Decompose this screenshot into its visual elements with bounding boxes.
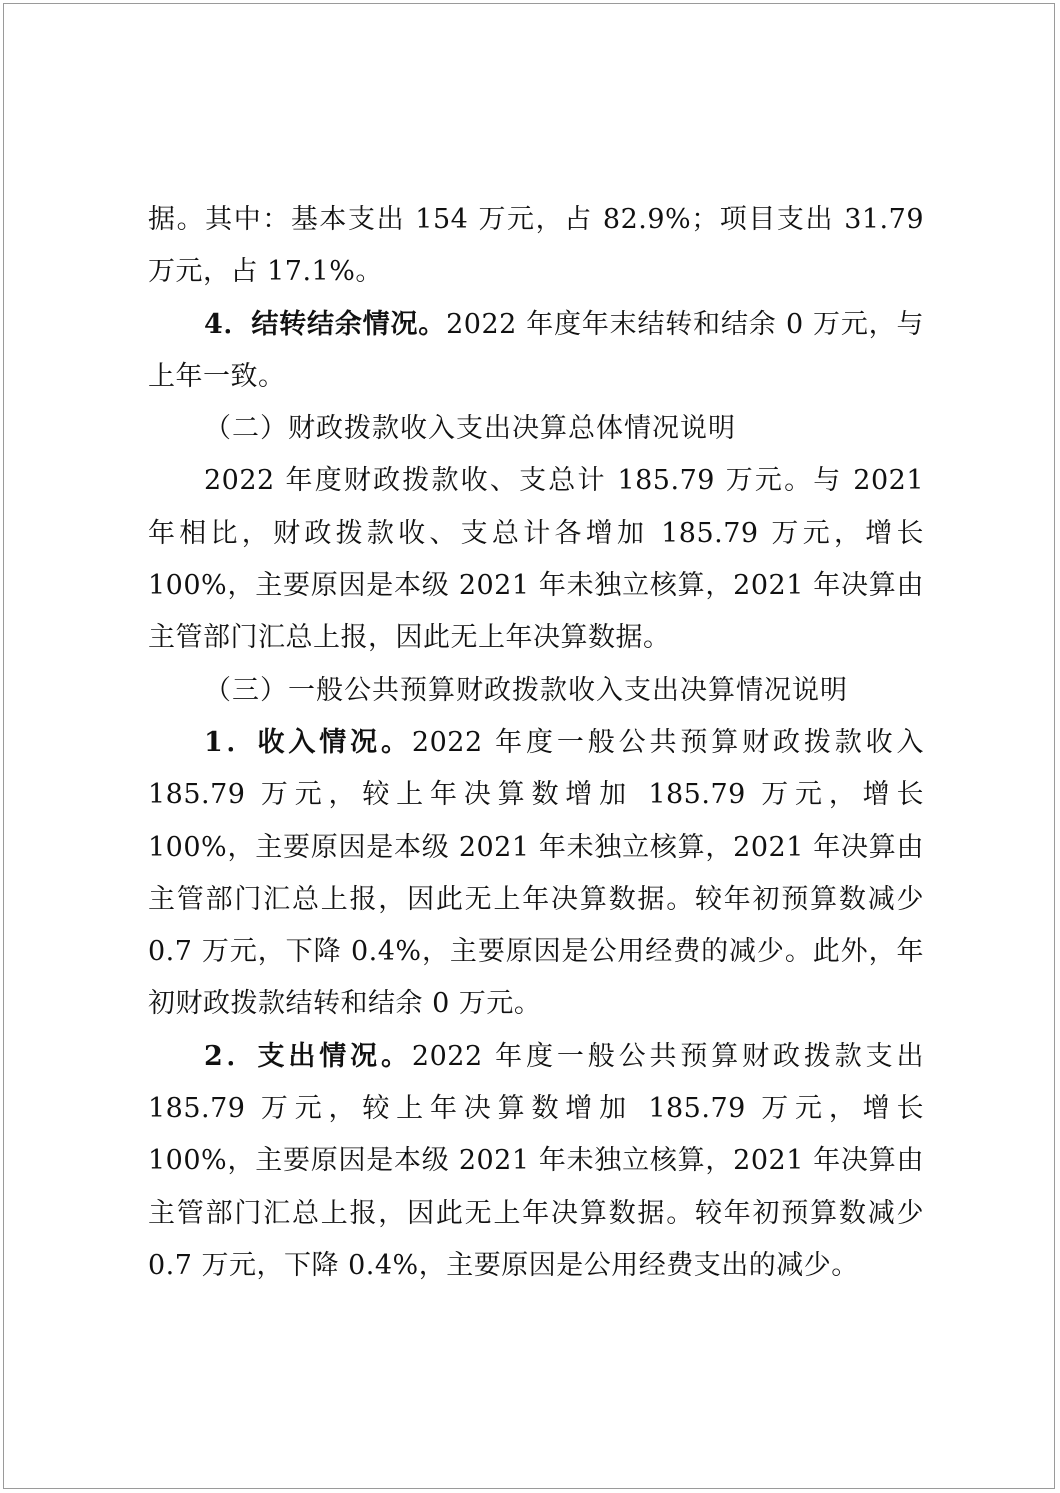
paragraph-carryover-lead: 4．结转结余情况。 [204,308,447,340]
paragraph-carryover [148,299,924,404]
paragraph-income [148,717,924,1031]
paragraph-expenditure-text: 2022 年度一般公共预算财政拨款支出 185.79 万元，较上年决算数增加 185.79 万元，增长 100%，主要原因是本级 2021 年未独立核算，2021 年决算由主管部门汇总上报，因此无上年决算数据。较年初预算数减少 0.7 万元，下降 0.4%，主要原因是公用经费支出的减少。 [148,1040,924,1281]
paragraph-income-text: 2022 年度一般公共预算财政拨款收入 185.79 万元，较上年决算数增加 185.79 万元，增长 100%，主要原因是本级 2021 年未独立核算，2021 年决算由主管部门汇总上报，因此无上年决算数据。较年初预算数减少 0.7 万元，下降 0.4%，主要原因是公用经费的减少。此外，年初财政拨款结转和结余 0 万元。 [148,726,924,1020]
document-body [148,194,924,1292]
section-heading-2: （二）财政拨款收入支出决算总体情况说明 [204,413,736,445]
paragraph-basic-expenditure: 据。其中：基本支出 154 万元，占 82.9%；项目支出 31.79 万元，占 17.1%。 [148,204,924,288]
paragraph-carryover-text: 2022 年度年末结转和结余 0 万元，与上年一致。 [148,308,924,392]
paragraph-fiscal-total: 2022 年度财政拨款收、支总计 185.79 万元。与 2021 年相比，财政拨款收、支总计各增加 185.79 万元，增长 100%，主要原因是本级 2021 年未独立核算，2021 年决算由主管部门汇总上报，因此无上年决算数据。 [148,465,924,654]
paragraph-expenditure-lead: 2．支出情况。 [204,1040,412,1072]
paragraph-expenditure [148,1031,924,1292]
paragraph-income-lead: 1．收入情况。 [204,726,412,758]
section-heading-3: （三）一般公共预算财政拨款收入支出决算情况说明 [204,674,848,706]
